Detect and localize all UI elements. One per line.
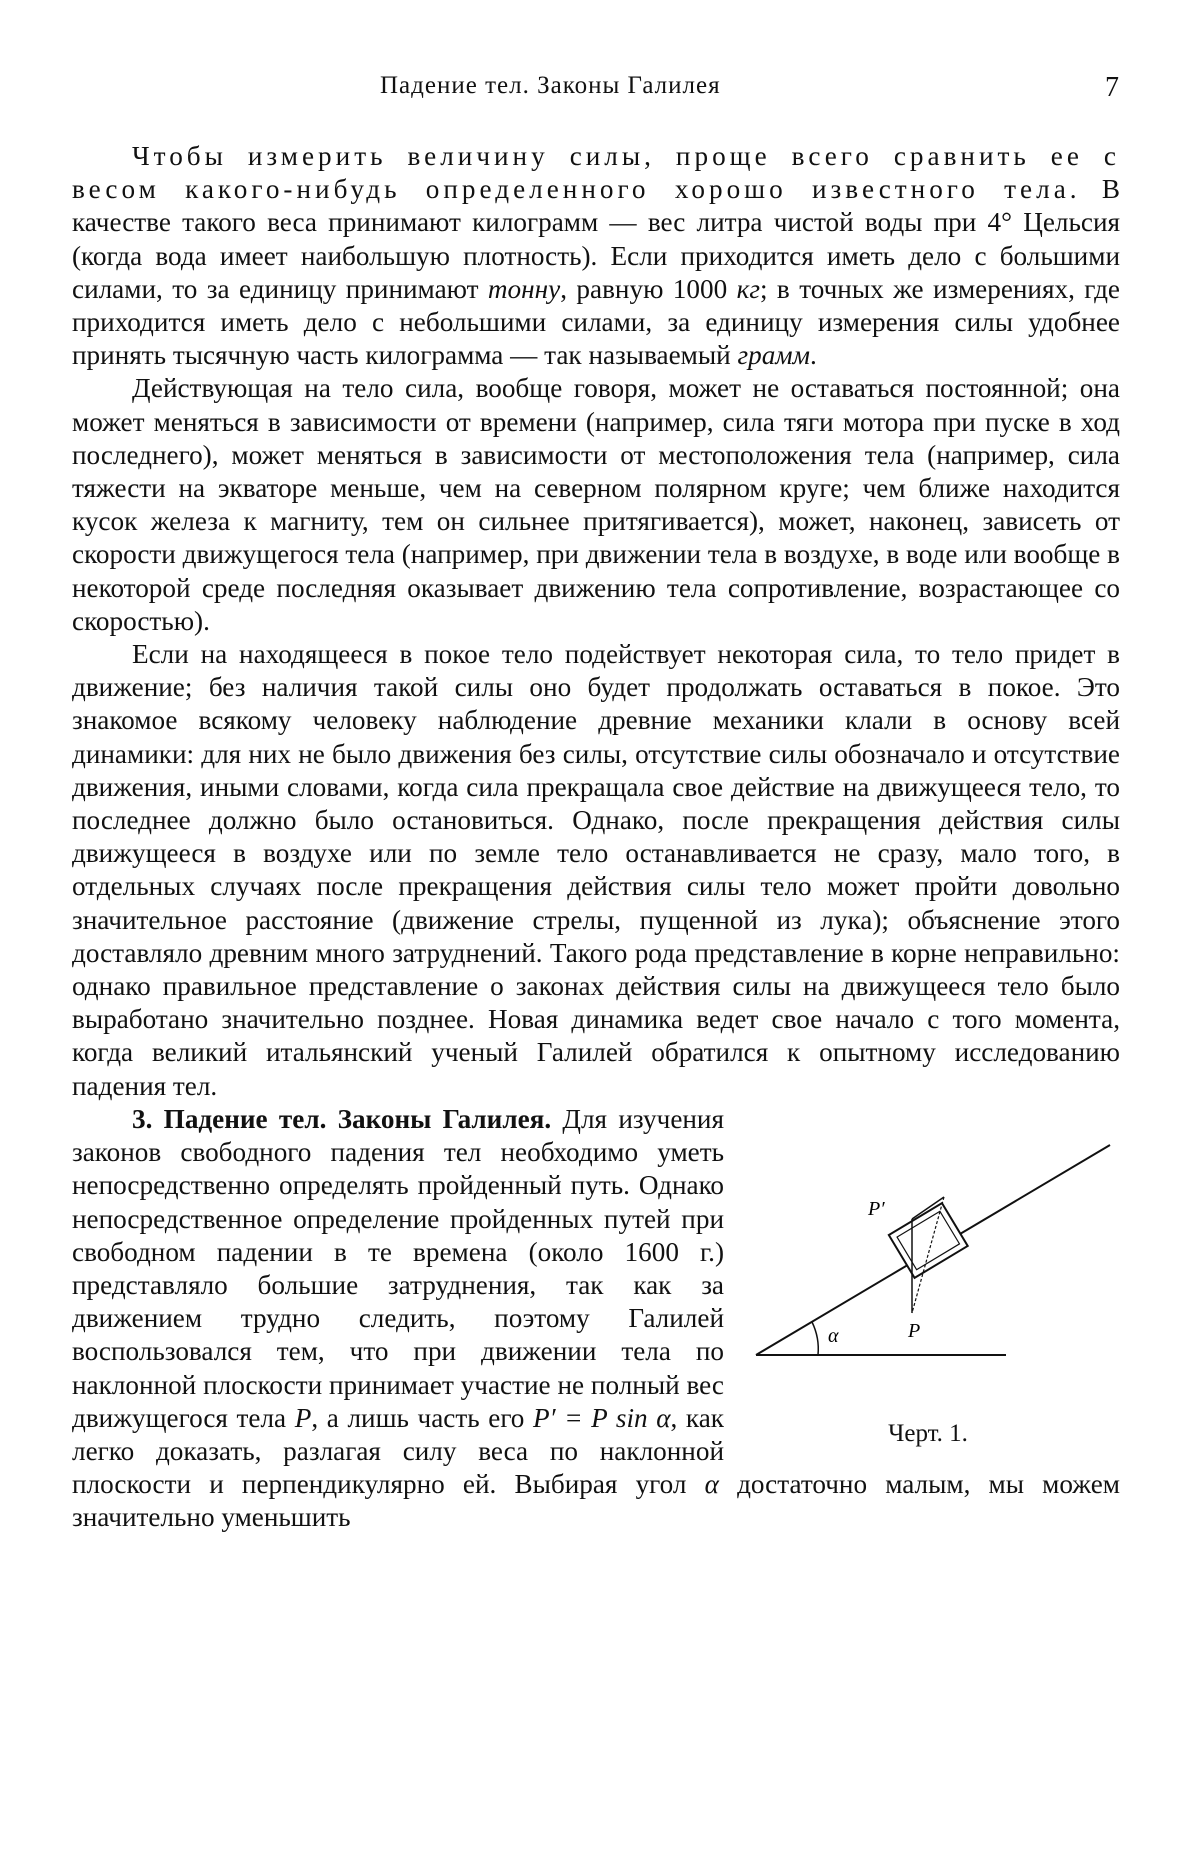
block [889, 1203, 968, 1278]
figure-inclined-plane [736, 1115, 1120, 1445]
running-title: Падение тел. Законы Галилея [380, 72, 721, 99]
section-heading: 3. Падение тел. Законы Галилея. [132, 1103, 552, 1134]
figure-caption: Черт. 1. [888, 1419, 968, 1447]
running-header [380, 72, 1120, 112]
p4-text-c: , как легко доказать, разлагая силу веса по наклонной плоскости и перпендикулярно ей. Выбирая угол [72, 1402, 725, 1500]
symbol-alpha: α [704, 1469, 719, 1500]
p-label: P [908, 1319, 921, 1342]
spaced-phrase: Чтобы измерить величину силы, проще всего сравнить ее с весом какого-нибудь определенного хорошо известного тела. [72, 141, 1120, 205]
angle-arc [812, 1322, 818, 1355]
body-text [72, 140, 1120, 1535]
paragraph-2: Действующая на тело сила, вообще говоря, может не оставаться постоянной; она может меняться в зависимости от времени (например, сила тяги мотора при пуске в ход последнего), может меняться в зависимости от местоположения тела (например, сила тяжести на экваторе меньше, чем на северном полярном круге; чем ближе находится кусок железа к магниту, тем он сильнее притягивается), может, наконец, зависеть от скорости движущегося тела (например, при движении тела в воздухе, в воде или вообще в некоторой среде последняя оказывает движению тела сопротивление, возрастающее со скоростью). [72, 373, 1120, 636]
p1-text-a: В качестве такого веса принимают килограмм — вес литра чистой воды при 4° Цельсия (когда вода имеет наибольшую плотность). Если приходится иметь дело с большими силами, то за единицу принимают [72, 174, 1120, 304]
p-prime-label: P′ [868, 1197, 885, 1220]
unit-kg: кг [736, 273, 760, 304]
term-gram: грамм [737, 340, 810, 371]
formula: P′ = P sin α [533, 1402, 671, 1433]
paragraph-3: Если на находящееся в покое тело подействует некоторая сила, то тело придет в движение; без наличия такой силы оно будет продолжать оставаться в покое. Это знакомое всякому человеку наблюдение древние механики клали в основу всей динамики: для них не было движения без силы, отсутствие силы обозначало и отсутствие движения, иными словами, когда сила прекращала свое действие на движущееся тело, то последнее должно было остановиться. Однако, после прекращения действия силы движущееся в воздухе или по земле тело останавливается не сразу, мало того, в отдельных случаях после прекращения действия силы тело может пройти довольно значительное расстояние (движение стрелы, пущенной из лука); объяснение этого доставляло древним много затруднений. Такого рода представление в корне неправильно: однако правильное представление о законах действия силы на движущееся тело было выработано значительно позднее. Новая динамика ведет свое начало с того момента, когда великий итальянский ученый Галилей обратился к опытному исследованию падения тел. [72, 639, 1120, 1101]
p1-text-b: , равную 1000 [560, 273, 737, 304]
alpha-label: α [828, 1324, 839, 1347]
inclined-plane-diagram [736, 1115, 1120, 1415]
p4-text-a: Для изучения законов свободного падения тел необходимо уметь непосредственно определять пройденный путь. Однако непосредственное определение пройденных путей при свободном падении в те времена (около 1600 г.) представляло большие затруднения, так как за движением трудно следить, поэтому Галилей воспользовался тем, что при движении тела по наклонной плоскости принимает участие не полный вес движущегося тела [72, 1103, 724, 1433]
term-tonne: тонну [487, 273, 561, 304]
p4-text-b: , а лишь часть его [311, 1402, 534, 1433]
p4-text-d: достаточно малым, мы можем значительно уменьшить [72, 1469, 1120, 1533]
p1-text-c: ; в точных же измерениях, где приходится иметь дело с небольшими силами, за единицу измерения силы удобнее принять тысячную часть килограмма — так называемый [72, 273, 1120, 371]
paragraph-1 [72, 140, 1120, 372]
page-number: 7 [1105, 72, 1120, 103]
symbol-p: P [294, 1402, 312, 1433]
p1-text-d: . [810, 340, 817, 371]
